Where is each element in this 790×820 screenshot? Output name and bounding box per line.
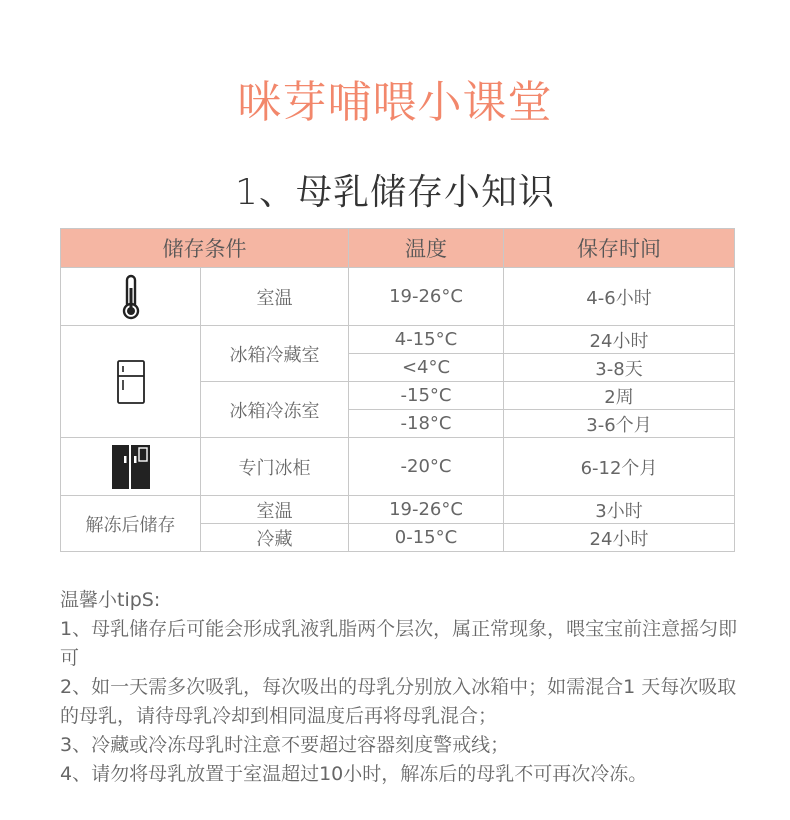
- thermometer-icon: [61, 268, 201, 326]
- tip-item: 3、冷藏或冷冻母乳时注意不要超过容器刻度警戒线；: [60, 734, 510, 756]
- storage-table: [60, 228, 735, 552]
- dedicated-freezer-label: 专门冰柜: [201, 438, 349, 496]
- thawed-room-duration: 3小时: [504, 496, 735, 524]
- fridge-cold-temp-b: <4°C: [349, 354, 504, 382]
- fridge-freezer-time-b: 3-6个月: [504, 410, 735, 438]
- fridge-freezer-temp-a: -15°C: [349, 382, 504, 410]
- fridge-cold-temp-a: 4-15°C: [349, 326, 504, 354]
- table-row: [61, 438, 735, 496]
- header-condition: 储存条件: [61, 229, 349, 268]
- thawed-cold-duration: 24小时: [504, 524, 735, 552]
- thawed-cold-label: 冷藏: [201, 524, 349, 552]
- page-title: 咪芽哺喂小课堂: [237, 77, 553, 128]
- thawed-room-label: 室温: [201, 496, 349, 524]
- room-temp-label: 室温: [201, 268, 349, 326]
- table-row: [61, 268, 735, 326]
- fridge-freezer-temp-b: -18°C: [349, 410, 504, 438]
- fridge-freezer-time-a: 2周: [504, 382, 735, 410]
- dedicated-freezer-duration: 6-12个月: [504, 438, 735, 496]
- table-row: [61, 326, 735, 354]
- fridge-cold-time-a: 24小时: [504, 326, 735, 354]
- section-title: 1、母乳储存小知识: [235, 172, 555, 213]
- table-header-row: [61, 229, 735, 268]
- tips-heading: 温馨小tipS:: [60, 589, 161, 611]
- freezer-icon: [61, 438, 201, 496]
- refrigerator-icon: [61, 326, 201, 438]
- dedicated-freezer-temp: -20°C: [349, 438, 504, 496]
- header-duration: 保存时间: [504, 229, 735, 268]
- thawed-cold-temp: 0-15°C: [349, 524, 504, 552]
- header-temperature: 温度: [349, 229, 504, 268]
- thawed-room-temp: 19-26°C: [349, 496, 504, 524]
- tips-section: [60, 586, 750, 789]
- tip-item: 4、请勿将母乳放置于室温超过10小时，解冻后的母乳不可再次冷冻。: [60, 763, 648, 785]
- tip-item: 1、母乳储存后可能会形成乳液乳脂两个层次，属正常现象，喂宝宝前注意摇匀即可: [60, 618, 738, 669]
- table-row: [61, 496, 735, 524]
- fridge-cold-time-b: 3-8天: [504, 354, 735, 382]
- room-temp-duration: 4-6小时: [504, 268, 735, 326]
- fridge-cold-label: 冰箱冷藏室: [201, 326, 349, 382]
- tip-item: 2、如一天需多次吸乳，每次吸出的母乳分别放入冰箱中；如需混合1 天每次吸取的母乳，请待母乳冷却到相同温度后再将母乳混合；: [60, 676, 737, 727]
- fridge-freezer-label: 冰箱冷冻室: [201, 382, 349, 438]
- room-temp-value: 19-26°C: [349, 268, 504, 326]
- thawed-group-label: 解冻后储存: [61, 496, 201, 552]
